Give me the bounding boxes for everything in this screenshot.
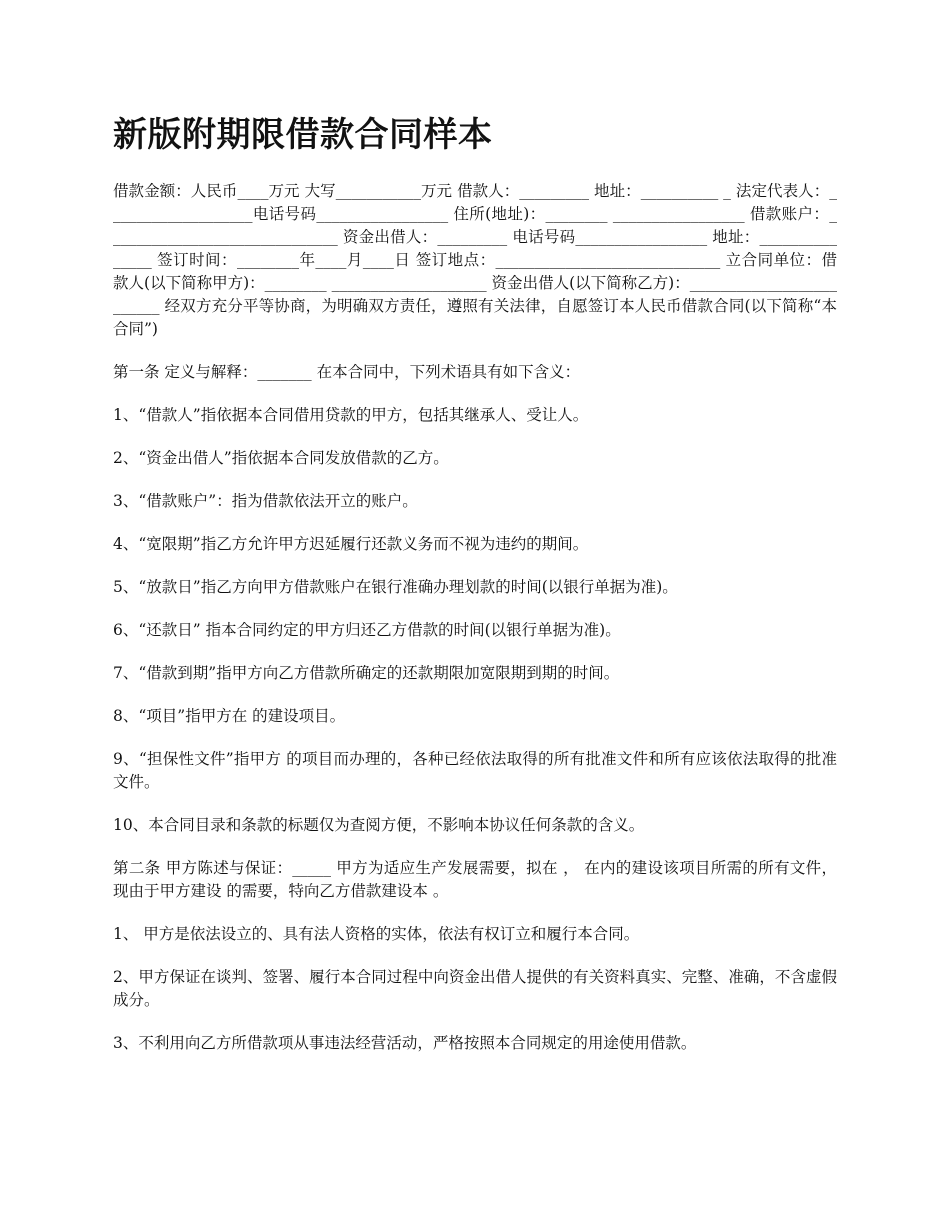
definition-item-10: 10、本合同目录和条款的标题仅为查阅方便，不影响本协议任何条款的含义。: [113, 816, 645, 834]
definition-item-1: 1、“借款人”指依据本合同借用贷款的甲方，包括其继承人、受让人。: [113, 406, 589, 424]
definition-item-7: 7、“借款到期”指甲方向乙方借款所确定的还款期限加宽限期到期的时间。: [113, 664, 620, 682]
definition-item-8: 8、“项目”指甲方在 的建设项目。: [113, 707, 346, 725]
document-body: [113, 180, 837, 1075]
definition-item-6: 6、“还款日” 指本合同约定的甲方归还乙方借款的时间(以银行单据为准)。: [113, 621, 621, 639]
article-1-heading: 第一条 定义与解释：_______ 在本合同中，下列术语具有如下含义：: [113, 363, 581, 381]
contract-header-paragraph: 借款金额：人民币____万元 大写___________万元 借款人：_________ 地址：__________ _ 法定代表人：___________________电话号码_________________ 住所(地址)：________ _________________ 借款账户：______________________________ 资金出借人：_________ 电话号码_________________ 地址：_______________ 签订时间：________年____月____日 签订地点：_____________________________ 立合同单位：借款人(以下简称甲方)：________ ____________________ 资金出借人(以下简称乙方)：_________________________ 经双方充分平等协商，为明确双方责任，遵照有关法律，自愿签订本人民币借款合同(以下简称“本合同”): [113, 182, 837, 338]
definition-item-4: 4、“宽限期”指乙方允许甲方迟延履行还款义务而不视为违约的期间。: [113, 535, 589, 553]
document-title: 新版附期限借款合同样本: [113, 115, 493, 155]
definition-item-3: 3、“借款账户”：指为借款依法开立的账户。: [113, 492, 418, 510]
article-2-heading: 第二条 甲方陈述与保证：_____ 甲方为适应生产发展需要，拟在 ， 在内的建设该项目所需的所有文件，现由于甲方建设 的需要，特向乙方借款建设本 。: [113, 859, 837, 900]
warranty-item-1: 1、 甲方是依法设立的、具有法人资格的实体，依法有权订立和履行本合同。: [113, 925, 640, 943]
warranty-item-2: 2、甲方保证在谈判、签署、履行本合同过程中向资金出借人提供的有关资料真实、完整、准确，不含虚假成分。: [113, 968, 837, 1009]
warranty-item-3: 3、不利用向乙方所借款项从事违法经营活动，严格按照本合同规定的用途使用借款。: [113, 1034, 697, 1052]
definition-item-9: 9、“担保性文件”指甲方 的项目而办理的，各种已经依法取得的所有批准文件和所有应该依法取得的批准文件。: [113, 750, 837, 791]
definition-item-5: 5、“放款日”指乙方向甲方借款账户在银行准确办理划款的时间(以银行单据为准)。: [113, 578, 678, 596]
definition-item-2: 2、“资金出借人”指依据本合同发放借款的乙方。: [113, 449, 449, 467]
